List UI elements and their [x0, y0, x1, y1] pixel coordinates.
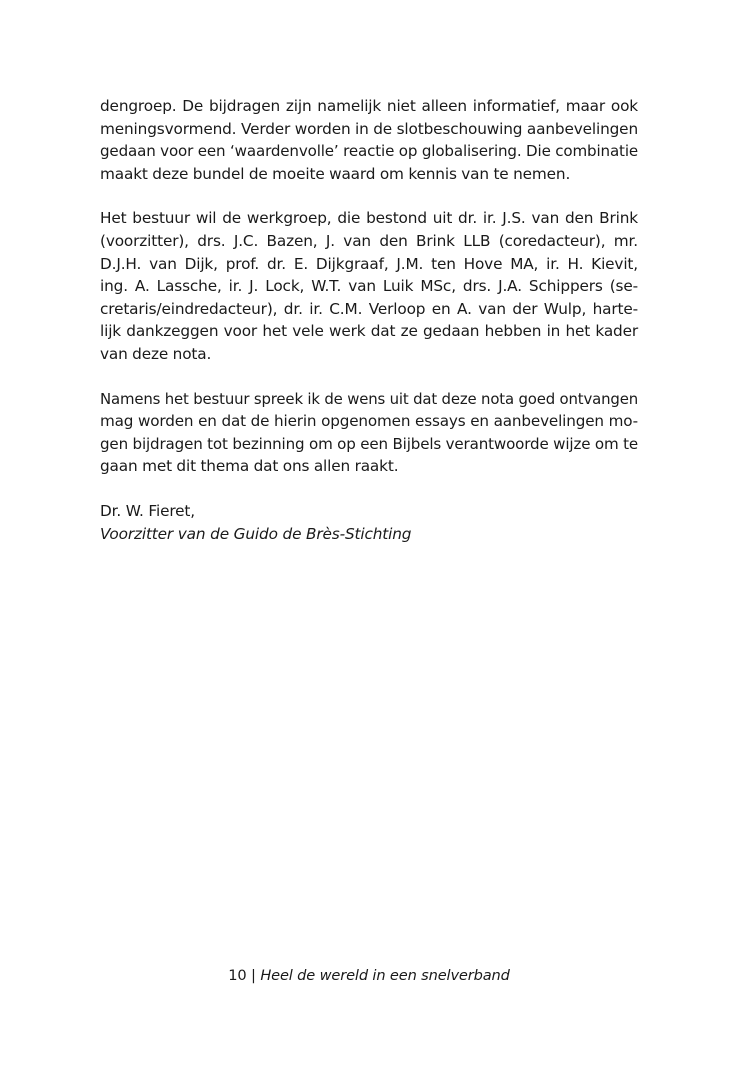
footer-separator: | — [251, 967, 256, 984]
page-content — [100, 95, 638, 545]
text-line: mag worden en dat de hierin opgenomen essays en aanbevelingen mo- — [100, 412, 638, 431]
paragraph-3 — [100, 388, 638, 478]
text-line: van deze nota. — [100, 344, 212, 363]
text-line: Het bestuur wil de werkgroep, die bestond uit dr. ir. J.S. van den Brink — [100, 209, 638, 228]
text-line: D.J.H. van Dijk, prof. dr. E. Dijkgraaf, J.M. ten Hove MA, ir. H. Kievit, — [100, 254, 638, 273]
text-line: meningsvormend. Verder worden in de slotbeschouwing aanbevelingen — [100, 119, 638, 138]
paragraph-1 — [100, 95, 638, 185]
signature-block — [100, 500, 638, 545]
text-line: gaan met dit thema dat ons allen raakt. — [100, 457, 399, 476]
text-line: cretaris/eindredacteur), dr. ir. C.M. Verloop en A. van der Wulp, harte- — [100, 299, 638, 318]
page-number: 10 — [228, 967, 247, 984]
book-title: Heel de wereld in een snelverband — [260, 967, 510, 984]
page-footer — [0, 966, 738, 986]
text-line: maakt deze bundel de moeite waard om kennis van te nemen. — [100, 164, 571, 183]
text-line: dengroep. De bijdragen zijn namelijk niet alleen informatief, maar ook — [100, 97, 638, 115]
signature-role: Voorzitter van de Guido de Brès-Stichting — [100, 524, 412, 543]
signature-name: Dr. W. Fieret, — [100, 501, 195, 520]
text-line: gedaan voor een ‘waardenvolle’ reactie op globalisering. Die combinatie — [100, 142, 638, 161]
text-line: (voorzitter), drs. J.C. Bazen, J. van den Brink LLB (coredacteur), mr. — [100, 231, 638, 250]
text-line: Namens het bestuur spreek ik de wens uit dat deze nota goed ontvangen — [100, 389, 638, 408]
text-line: lijk dankzeggen voor het vele werk dat ze gedaan hebben in het kader — [100, 322, 638, 341]
paragraph-2 — [100, 207, 638, 365]
text-line: gen bijdragen tot bezinning om op een Bijbels verantwoorde wijze om te — [100, 434, 638, 453]
text-line: ing. A. Lassche, ir. J. Lock, W.T. van Luik MSc, drs. J.A. Schippers (se- — [100, 277, 638, 296]
